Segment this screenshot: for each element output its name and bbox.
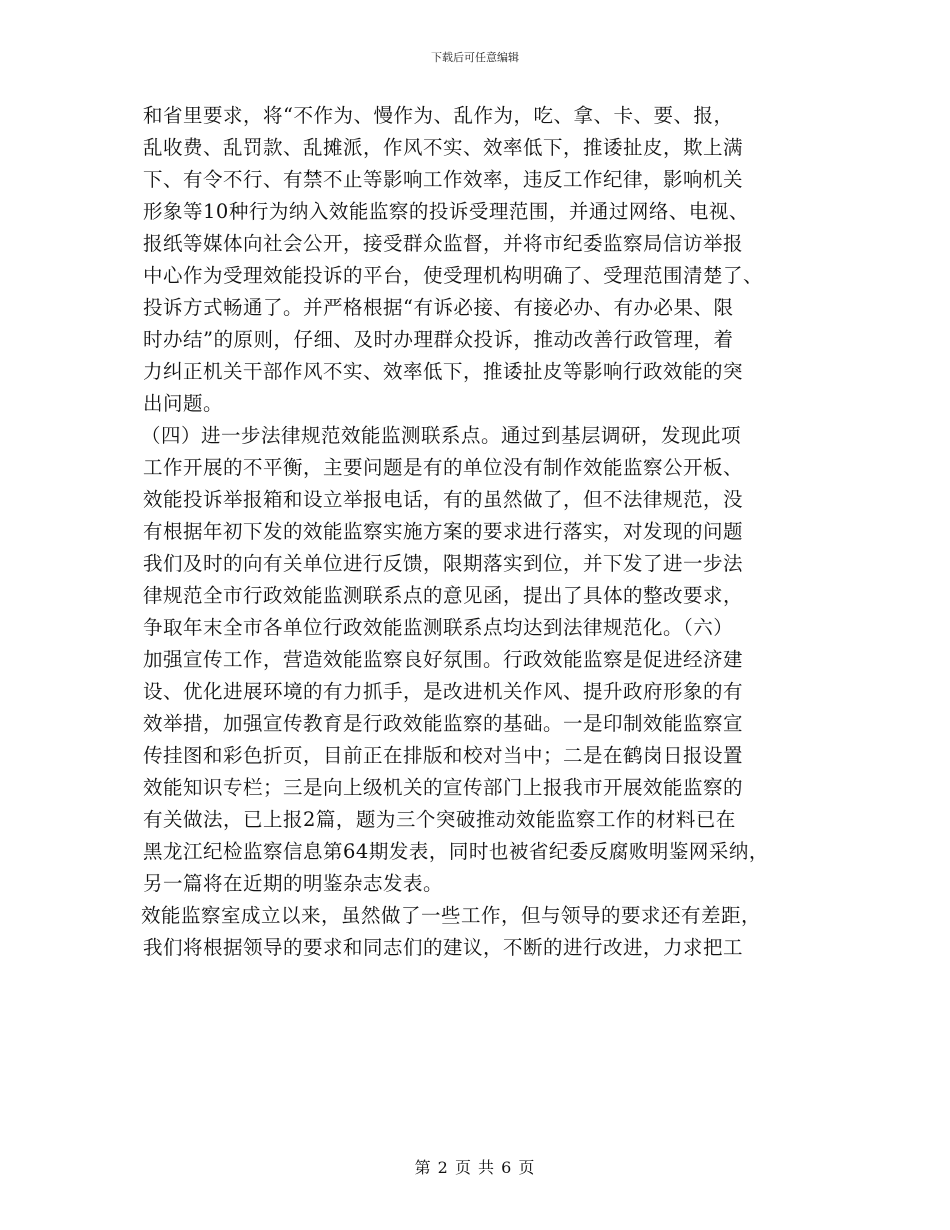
body-line: 和省里要求，将“不作为、慢作为、乱作为，吃、拿、卡、要、报，: [143, 104, 734, 127]
body-line: 设、优化进展环境的有力抓手，是改进机关作风、提升政府形象的有: [143, 680, 744, 703]
body-line: 出问题。: [143, 392, 224, 415]
page-number-footer: 第 2 页 共 6 页: [414, 1158, 536, 1177]
body-line: 效能监察室成立以来，虽然做了一些工作，但与领导的要求还有差距，: [141, 904, 762, 927]
body-line: 有关做法，已上报2篇，题为三个突破推动效能监察工作的材料已在: [143, 808, 736, 831]
body-line: 中心作为受理效能投诉的平台，使受理机构明确了、受理范围清楚了、: [143, 264, 764, 287]
page-header: 下载后可任意编辑: [431, 51, 519, 64]
document-body: [143, 100, 823, 964]
body-line: 乱收费、乱罚款、乱摊派，作风不实、效率低下，推诿扯皮，欺上满: [143, 136, 744, 159]
body-line: 效能投诉举报箱和设立举报电话，有的虽然做了，但不法律规范，没: [143, 488, 744, 511]
body-line: 效能知识专栏；三是向上级机关的宣传部门上报我市开展效能监察的: [143, 776, 744, 799]
body-line: 我们将根据领导的要求和同志们的建议，不断的进行改进，力求把工: [143, 936, 744, 959]
body-line: 下、有令不行、有禁不止等影响工作效率，违反工作纪律，影响机关: [143, 168, 744, 191]
body-line: 报纸等媒体向社会公开，接受群众监督，并将市纪委监察局信访举报: [143, 232, 744, 255]
body-line: 争取年末全市各单位行政效能监测联系点均达到法律规范化。（六）: [143, 616, 734, 639]
body-line: 力纠正机关干部作风不实、效率低下，推诿扯皮等影响行政效能的突: [143, 360, 744, 383]
body-line: 另一篇将在近期的明鉴杂志发表。: [143, 872, 444, 895]
section-heading-line: （四）进一步法律规范效能监测联系点。通过到基层调研，发现此项: [141, 424, 742, 447]
body-line: 律规范全市行政效能监测联系点的意见函，提出了具体的整改要求，: [143, 584, 744, 607]
body-line: 时办结”的原则，仔细、及时办理群众投诉，推动改善行政管理，着: [143, 328, 734, 351]
body-line: 传挂图和彩色折页，目前正在排版和校对当中；二是在鹤岗日报设置: [143, 744, 744, 767]
body-line: 我们及时的向有关单位进行反馈，限期落实到位，并下发了进一步法: [143, 552, 744, 575]
body-line: 有根据年初下发的效能监察实施方案的要求进行落实，对发现的问题: [143, 520, 744, 543]
body-line: 投诉方式畅通了。并严格根据“有诉必接、有接必办、有办必果、限: [143, 296, 734, 319]
body-line: 形象等10种行为纳入效能监察的投诉受理范围，并通过网络、电视、: [143, 200, 749, 223]
body-line: 效举措，加强宣传教育是行政效能监察的基础。一是印制效能监察宣: [143, 712, 744, 735]
body-line: 工作开展的不平衡，主要问题是有的单位没有制作效能监察公开板、: [143, 456, 744, 479]
body-line: 加强宣传工作，营造效能监察良好氛围。行政效能监察是促进经济建: [143, 648, 744, 671]
body-line: 黑龙江纪检监察信息第64期发表，同时也被省纪委反腐败明鉴网采纳，: [143, 840, 769, 863]
